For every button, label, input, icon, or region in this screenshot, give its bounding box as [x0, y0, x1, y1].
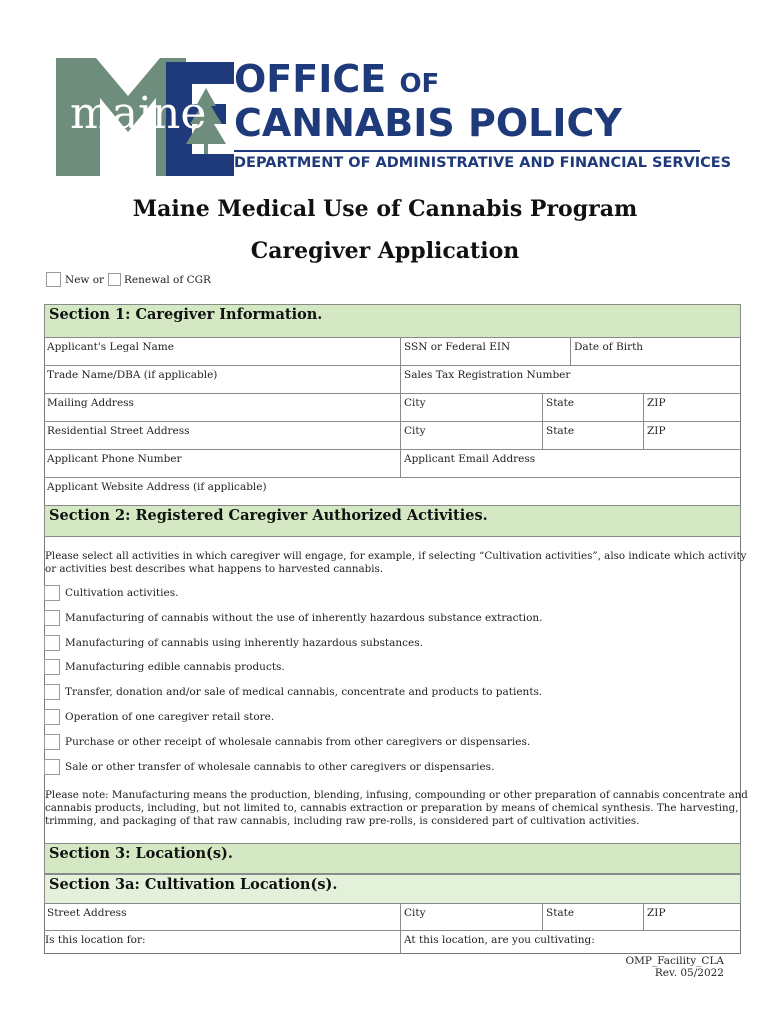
activity-checkbox[interactable]	[44, 709, 60, 725]
city-label: City	[404, 397, 426, 409]
activity-checkbox[interactable]	[44, 610, 60, 626]
section2-title: Section 2: Registered Caregiver Authorized Activities.	[49, 507, 488, 524]
legal-name-field[interactable]	[44, 338, 401, 365]
legal-name-label: Applicant's Legal Name	[47, 341, 174, 353]
note-line2: cannabis products, including, but not limited to, cannabis extraction or preparation by means of chemical synthesis. The harvesting,	[45, 802, 739, 814]
logo-cannabis-policy-text: CANNABIS POLICY	[234, 101, 622, 145]
state-label: State	[546, 425, 575, 437]
section2-instructions-line1: Please select all activities in which caregiver will engage, for example, if selecting “Cultivation activities”, also indicate which activity	[45, 550, 747, 562]
location-state-field[interactable]	[543, 904, 644, 930]
state-label: State	[546, 907, 575, 919]
section1-row-website	[44, 478, 741, 506]
section1-header	[44, 304, 741, 338]
cultivating-label: At this location, are you cultivating:	[404, 934, 595, 946]
program-title: Maine Medical Use of Cannabis Program	[132, 196, 638, 222]
trade-name-label: Trade Name/DBA (if applicable)	[47, 369, 218, 381]
logo-maine-text: maine	[70, 88, 207, 139]
form-id: OMP_Facility_CLA	[625, 955, 724, 967]
section2-header	[44, 505, 741, 537]
renewal-label: Renewal of CGR	[124, 274, 211, 286]
note-line1: Please note: Manufacturing means the production, blending, infusing, compounding or other preparation of cannabis concentrate and	[45, 789, 748, 801]
form-footer	[600, 955, 724, 979]
new-application-label: New or	[65, 274, 105, 286]
city-label: City	[404, 425, 426, 437]
email-label: Applicant Email Address	[404, 453, 536, 465]
activity-label: Transfer, donation and/or sale of medical cannabis, concentrate and products to patients.	[65, 686, 543, 698]
activity-checkbox[interactable]	[44, 635, 60, 651]
section1-row-residential	[44, 422, 741, 450]
activity-label: Operation of one caregiver retail store.	[65, 711, 275, 723]
trade-name-field[interactable]	[44, 366, 401, 393]
section1-row-mailing	[44, 394, 741, 422]
dob-label: Date of Birth	[574, 341, 644, 353]
mailing-address-field[interactable]	[44, 394, 401, 421]
activity-checkbox[interactable]	[44, 585, 60, 601]
section3-header	[44, 843, 741, 874]
zip-label: ZIP	[647, 397, 666, 409]
section2-instructions	[45, 550, 745, 576]
activity-checkbox[interactable]	[44, 659, 60, 675]
mailing-zip-field[interactable]	[644, 394, 741, 421]
section1-row-contact	[44, 450, 741, 478]
form-title: Caregiver Application	[250, 238, 520, 264]
section3-title: Section 3: Location(s).	[49, 845, 233, 862]
activity-checkbox[interactable]	[44, 734, 60, 750]
section3a-header	[44, 874, 741, 904]
location-purpose-field[interactable]	[44, 931, 401, 954]
dob-field[interactable]	[571, 338, 741, 365]
activity-label: Purchase or other receipt of wholesale cannabis from other caregivers or dispensaries.	[65, 736, 531, 748]
location-for-label: Is this location for:	[45, 934, 146, 946]
state-label: State	[546, 397, 575, 409]
activity-label: Manufacturing of cannabis without the use of inherently hazardous substance extraction.	[65, 612, 543, 624]
zip-label: ZIP	[647, 425, 666, 437]
renewal-checkbox[interactable]	[108, 273, 121, 286]
manufacturing-note	[45, 789, 748, 828]
activity-label: Sale or other transfer of wholesale cannabis to other caregivers or dispensaries.	[65, 761, 495, 773]
logo-department-text: DEPARTMENT OF ADMINISTRATIVE AND FINANCIAL SERVICES	[234, 155, 732, 171]
section3-row-address	[44, 904, 741, 931]
activity-label: Manufacturing edible cannabis products.	[65, 661, 285, 673]
section1-row-name	[44, 338, 741, 366]
section3a-title: Section 3a: Cultivation Location(s).	[49, 876, 338, 893]
ssn-field[interactable]	[401, 338, 571, 365]
mailing-city-field[interactable]	[401, 394, 543, 421]
mailing-address-label: Mailing Address	[47, 397, 134, 409]
phone-field[interactable]	[44, 450, 401, 477]
activity-checkbox[interactable]	[44, 759, 60, 775]
activity-checkbox[interactable]	[44, 684, 60, 700]
cultivating-field[interactable]	[401, 931, 741, 954]
location-zip-field[interactable]	[644, 904, 741, 930]
email-field[interactable]	[401, 450, 741, 477]
section3-row-usage	[44, 931, 741, 954]
mailing-state-field[interactable]	[543, 394, 644, 421]
location-street-field[interactable]	[44, 904, 401, 930]
residential-state-field[interactable]	[543, 422, 644, 449]
sales-tax-label: Sales Tax Registration Number	[404, 369, 571, 381]
section1-row-trade	[44, 366, 741, 394]
zip-label: ZIP	[647, 907, 666, 919]
form-revision: Rev. 05/2022	[654, 967, 724, 979]
logo-office-text: OFFICE OF	[234, 57, 440, 101]
website-label: Applicant Website Address (if applicable)	[47, 481, 267, 493]
new-application-checkbox[interactable]	[46, 272, 61, 287]
phone-label: Applicant Phone Number	[47, 453, 182, 465]
residential-city-field[interactable]	[401, 422, 543, 449]
city-label: City	[404, 907, 426, 919]
activity-label: Cultivation activities.	[65, 587, 179, 599]
section1-title: Section 1: Caregiver Information.	[49, 306, 323, 323]
section2-instructions-line2: or activities best describes what happens to harvested cannabis.	[45, 563, 384, 575]
logo-divider	[234, 150, 700, 152]
residential-zip-field[interactable]	[644, 422, 741, 449]
note-line3: trimming, and packaging of that raw cannabis, including raw pre-rolls, is considered part of cultivation activities.	[45, 815, 640, 827]
sales-tax-field[interactable]	[401, 366, 741, 393]
residential-address-label: Residential Street Address	[47, 425, 190, 437]
residential-address-field[interactable]	[44, 422, 401, 449]
ssn-label: SSN or Federal EIN	[404, 341, 511, 353]
agency-logo	[56, 57, 732, 180]
website-field[interactable]	[44, 478, 741, 506]
activity-label: Manufacturing of cannabis using inherently hazardous substances.	[65, 637, 423, 649]
street-label: Street Address	[47, 907, 127, 919]
location-city-field[interactable]	[401, 904, 543, 930]
